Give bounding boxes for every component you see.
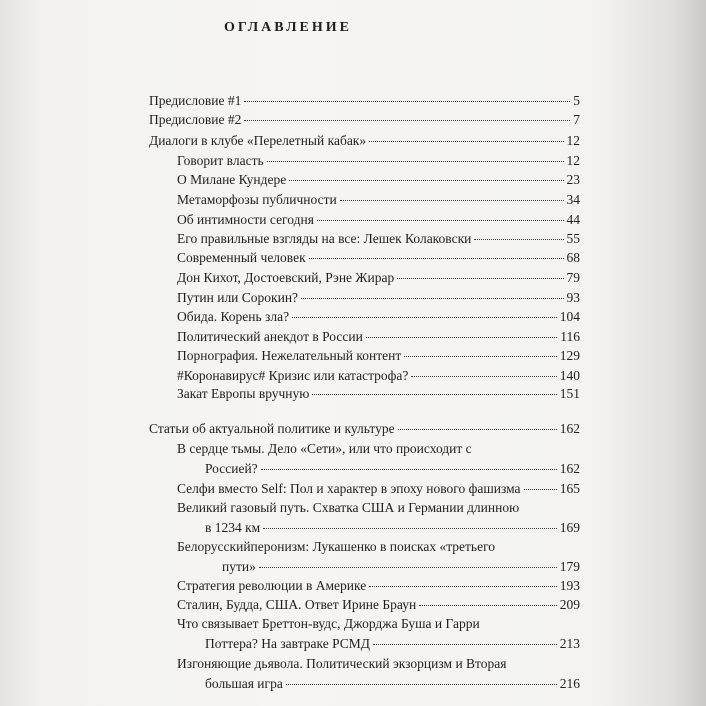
toc-entry-title: Предисловие #2 <box>149 112 242 127</box>
toc-entry <box>177 212 580 228</box>
toc-entry <box>177 270 580 286</box>
toc-page-number: 151 <box>559 386 580 401</box>
toc-entry-title: Диалоги в клубе «Перелетный кабак» <box>149 133 367 148</box>
toc-entry-title: Великий газовый путь. Схватка США и Германии длинною <box>177 500 520 515</box>
toc-entry <box>177 386 580 402</box>
toc-page-number: 193 <box>559 578 580 593</box>
dot-leader <box>404 355 557 357</box>
toc-entry <box>177 481 580 497</box>
toc-entry <box>177 172 580 188</box>
toc-entry <box>177 441 580 477</box>
toc-page-number: 7 <box>573 112 580 127</box>
toc-entry <box>177 656 580 692</box>
toc-page-number: 169 <box>559 520 580 535</box>
dot-leader <box>317 219 564 221</box>
dot-leader <box>369 585 557 587</box>
dot-leader <box>263 527 557 529</box>
toc-entry-title: Об интимности сегодня <box>177 212 314 227</box>
toc-page-number: 216 <box>559 676 580 691</box>
toc-entry-title: Поттера? На завтраке РСМД <box>205 636 370 651</box>
toc-entry-title: большая игра <box>205 676 283 691</box>
toc-entry <box>177 290 580 306</box>
toc-entry <box>149 93 580 109</box>
toc-page-number: 104 <box>559 309 580 324</box>
toc-page-number: 140 <box>559 368 580 383</box>
dot-leader <box>369 140 563 142</box>
toc-entry-title: Что связывает Бреттон-вудс, Джорджа Буша и Гарри <box>177 616 480 631</box>
toc-page-number: 213 <box>559 636 580 651</box>
dot-leader <box>312 393 556 395</box>
toc-page-number: 12 <box>566 153 580 168</box>
dot-leader <box>340 199 564 201</box>
toc-page-number: 79 <box>566 270 580 285</box>
toc-entry <box>177 348 580 364</box>
toc-entry-title: Обида. Корень зла? <box>177 309 290 324</box>
dot-leader <box>373 643 557 645</box>
toc-page-number: 179 <box>559 559 580 574</box>
toc-entry-title: Дон Кихот, Достоевский, Рэне Жирар <box>177 270 395 285</box>
dot-leader <box>419 604 557 606</box>
toc-entry-title: О Милане Кундере <box>177 172 287 187</box>
toc-entry-title: Политический анекдот в России <box>177 329 363 344</box>
toc-page-number: 44 <box>566 212 580 227</box>
toc-page-number: 34 <box>566 192 580 207</box>
toc-page-number: 116 <box>560 329 580 344</box>
toc-entry-title: Селфи вместо Self: Пол и характер в эпоху нового фашизма <box>177 481 521 496</box>
toc-page-number: 129 <box>559 348 580 363</box>
dot-leader <box>524 488 557 490</box>
toc-entry <box>177 329 580 345</box>
toc-entry <box>177 250 580 266</box>
toc-entry <box>177 616 580 652</box>
toc-entry <box>177 192 580 208</box>
toc-entry-title: Изгоняющие дьявола. Политический экзорцизм и Вторая <box>177 656 507 671</box>
toc-entry-title: Путин или Сорокин? <box>177 290 299 305</box>
dot-leader <box>397 277 563 279</box>
dot-leader <box>259 566 557 568</box>
toc-entry-title: Современный человек <box>177 250 306 265</box>
toc-entry <box>149 112 580 128</box>
toc-page-number: 93 <box>566 290 580 305</box>
toc-entry-title: Говорит власть <box>177 153 264 168</box>
toc-entry-title: В сердце тьмы. Дело «Сети», или что происходит с <box>177 441 472 456</box>
toc-entry-title: Метаморфозы публичности <box>177 192 337 207</box>
dot-leader <box>301 297 563 299</box>
toc-entry-title: пути» <box>222 559 256 574</box>
toc-entry <box>177 597 580 613</box>
dot-leader <box>286 683 557 685</box>
dot-leader <box>244 119 570 121</box>
toc-entry-title: Белорусскийперонизм: Лукашенко в поисках «третьего <box>177 539 496 554</box>
toc-entry-title: Россией? <box>205 461 258 476</box>
dot-leader <box>366 336 557 338</box>
toc-entry-title: #Коронавирус# Кризис или катастрофа? <box>177 368 409 383</box>
toc-entry <box>177 539 580 575</box>
toc-page-number: 209 <box>559 597 580 612</box>
toc-entry <box>177 153 580 169</box>
toc-page-number: 5 <box>573 93 580 108</box>
toc-entry <box>177 231 580 247</box>
toc-entry <box>177 368 580 384</box>
toc-page-number: 165 <box>559 481 580 496</box>
toc-heading: ОГЛАВЛЕНИЕ <box>224 20 352 35</box>
toc-entry-title: Его правильные взгляды на все: Лешек Колаковски <box>177 231 472 246</box>
toc-entry-title: Стратегия революции в Америке <box>177 578 367 593</box>
dot-leader <box>289 179 563 181</box>
dot-leader <box>309 257 564 259</box>
toc-entry-title: Предисловие #1 <box>149 93 242 108</box>
toc-page-number: 23 <box>566 172 580 187</box>
toc-entry-title: Сталин, Будда, США. Ответ Ирине Браун <box>177 597 417 612</box>
toc-entry <box>177 578 580 594</box>
toc-entry-title: Статьи об актуальной политике и культуре <box>149 421 395 436</box>
toc-entry <box>149 421 580 437</box>
toc-page-number: 68 <box>566 250 580 265</box>
dot-leader <box>474 238 563 240</box>
toc-entry-title: в 1234 км <box>205 520 261 535</box>
toc-page-number: 12 <box>566 133 580 148</box>
toc-page-number: 162 <box>559 461 580 476</box>
toc-entry <box>149 133 580 149</box>
dot-leader <box>267 160 564 162</box>
dot-leader <box>244 100 570 102</box>
dot-leader <box>292 316 557 318</box>
toc-entry <box>177 309 580 325</box>
toc-entry <box>177 500 580 536</box>
dot-leader <box>261 468 557 470</box>
dot-leader <box>411 375 556 377</box>
toc-page-number: 55 <box>566 231 580 246</box>
toc-page-number: 162 <box>559 421 580 436</box>
dot-leader <box>398 428 557 430</box>
toc-entry-title: Порнография. Нежелательный контент <box>177 348 402 363</box>
toc-entry-title: Закат Европы вручную <box>177 386 310 401</box>
